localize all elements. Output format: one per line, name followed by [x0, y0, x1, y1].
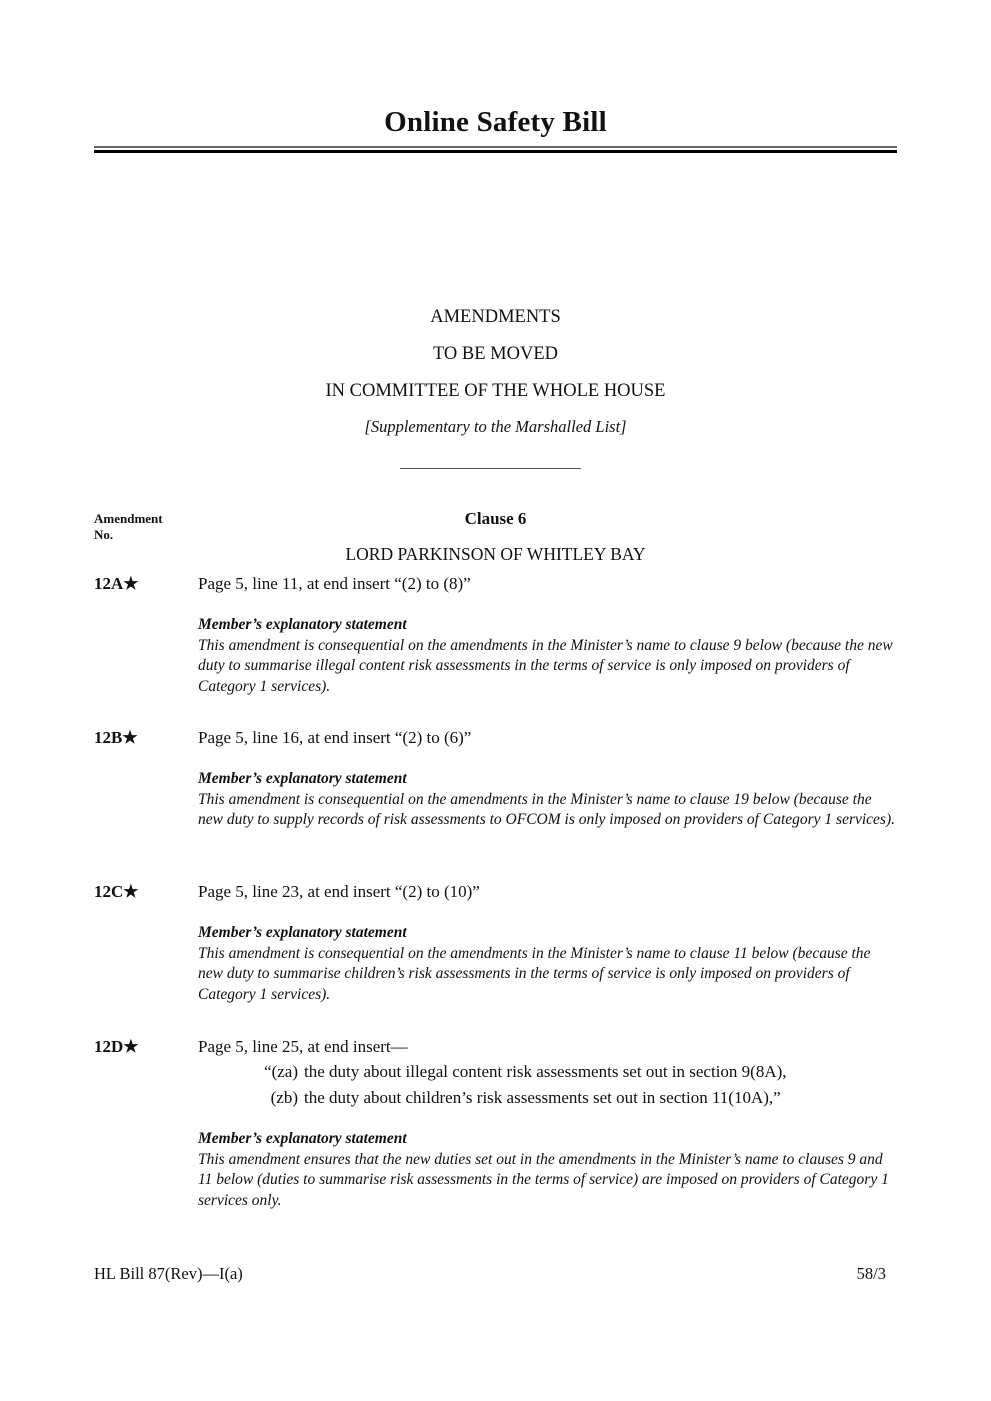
- amendment-text: Page 5, line 16, at end insert “(2) to (6)”: [198, 728, 472, 747]
- statement-body: This amendment is consequential on the amendments in the Minister’s name to clause 11 below (because the new duty to summarise children’s risk assessments in the terms of service is only imposed on providers of Category 1 services).: [198, 944, 871, 1003]
- heading-supplementary: [Supplementary to the Marshalled List]: [364, 417, 627, 436]
- explanatory-statement: [198, 615, 898, 697]
- explanatory-statement: [198, 1129, 898, 1211]
- subparagraph-zb: [244, 1088, 781, 1108]
- title-rule-thick: [94, 150, 897, 153]
- footer-bill-reference: HL Bill 87(Rev)—I(a): [94, 1264, 243, 1283]
- heading-committee: IN COMMITTEE OF THE WHOLE HOUSE: [325, 381, 666, 401]
- statement-body: This amendment is consequential on the amendments in the Minister’s name to clause 9 below (because the new duty to summarise illegal content risk assessments in the terms of service is only imposed on providers of Category 1 services).: [198, 636, 893, 695]
- member-name-text: LORD PARKINSON OF WHITLEY BAY: [345, 544, 646, 564]
- statement-title: Member’s explanatory statement: [198, 924, 407, 941]
- statement-body: This amendment ensures that the new duties set out in the amendments in the Minister’s name to clauses 9 and 11 below (duties to summarise risk assessments in the terms of service) are imposed on providers of Category 1 services only.: [198, 1150, 889, 1209]
- amendment-no-label-line1: Amendment: [94, 511, 163, 526]
- amendment-text: Page 5, line 25, at end insert—: [198, 1037, 408, 1056]
- title-rule-thin: [94, 146, 897, 148]
- amendment-text: Page 5, line 23, at end insert “(2) to (10)”: [198, 882, 480, 901]
- statement-title: Member’s explanatory statement: [198, 1130, 407, 1147]
- amendment-number: 12C★: [94, 882, 139, 901]
- footer-page-reference: 58/3: [856, 1264, 886, 1283]
- subparagraph-label: (zb): [270, 1088, 298, 1107]
- statement-title: Member’s explanatory statement: [198, 616, 407, 633]
- subparagraph-label: “(za): [264, 1062, 298, 1081]
- heading-to-be-moved: TO BE MOVED: [432, 344, 559, 364]
- amendment-number: 12B★: [94, 728, 138, 747]
- amendment-number: 12D★: [94, 1037, 139, 1056]
- heading-amendments: AMENDMENTS: [430, 307, 561, 327]
- member-name: [0, 544, 991, 565]
- document-title: Online Safety Bill: [384, 106, 607, 138]
- amendment-number: 12A★: [94, 574, 139, 593]
- amendment-text: Page 5, line 11, at end insert “(2) to (8)”: [198, 574, 471, 593]
- explanatory-statement: [198, 923, 898, 1005]
- clause-heading: Clause 6: [464, 509, 527, 528]
- subparagraph-za: [244, 1062, 787, 1082]
- statement-title: Member’s explanatory statement: [198, 770, 407, 787]
- explanatory-statement: [198, 769, 898, 831]
- subparagraph-text: the duty about children’s risk assessments set out in section 11(10A),”: [304, 1088, 781, 1107]
- subparagraph-text: the duty about illegal content risk assessments set out in section 9(8A),: [304, 1062, 787, 1081]
- statement-body: This amendment is consequential on the amendments in the Minister’s name to clause 19 below (because the new duty to supply records of risk assessments to OFCOM is only imposed on providers of Category 1 services).: [198, 790, 895, 828]
- amendment-no-label-line2: No.: [94, 527, 114, 542]
- section-divider: [400, 468, 581, 469]
